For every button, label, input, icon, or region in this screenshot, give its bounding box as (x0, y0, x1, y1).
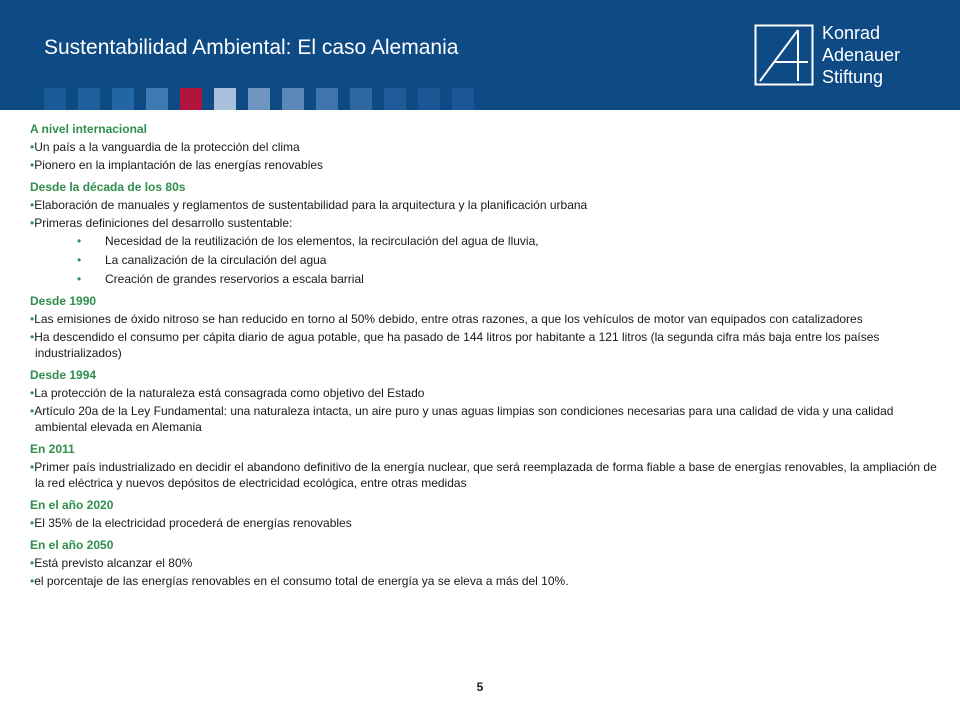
content-section (30, 497, 940, 531)
bullet-text: La protección de la naturaleza está consagrada como objetivo del Estado (34, 386, 425, 400)
decorative-square (180, 88, 202, 110)
bullet-item (30, 555, 940, 571)
decorative-square (248, 88, 270, 110)
kas-logo-wordmark (822, 22, 900, 88)
bullet-item (30, 403, 940, 435)
decorative-square (384, 88, 406, 110)
sub-bullet-text: Creación de grandes reservorios a escala barrial (105, 272, 364, 286)
bullet-icon: • (30, 404, 35, 418)
slide-header (0, 0, 960, 110)
bullet-text: Un país a la vanguardia de la protección del clima (34, 140, 300, 154)
bullet-icon: • (30, 140, 35, 154)
bullet-icon: • (30, 216, 35, 230)
sub-bullet-item (30, 233, 940, 249)
bullet-item (30, 329, 940, 361)
decorative-square (282, 88, 304, 110)
bullet-item (30, 139, 940, 155)
decorative-square (112, 88, 134, 110)
sub-bullet-item (30, 252, 940, 268)
bullet-item (30, 385, 940, 401)
bullet-item (30, 157, 940, 173)
section-heading: Desde 1994 (30, 368, 97, 382)
bullet-item (30, 459, 940, 491)
bullet-text: Primeras definiciones del desarrollo sustentable: (34, 216, 293, 230)
decorative-square (350, 88, 372, 110)
sub-bullet-item (30, 271, 940, 287)
bullet-text: Elaboración de manuales y reglamentos de sustentabilidad para la arquitectura y la planificación urbana (34, 198, 588, 212)
section-heading: En el año 2020 (30, 498, 114, 512)
section-heading: Desde la década de los 80s (30, 180, 186, 194)
decorative-square (452, 88, 474, 110)
bullet-item (30, 515, 940, 531)
bullet-text: Primer país industrializado en decidir el abandono definitivo de la energía nuclear, que será reemplazada de forma fiable a base de energías renovables, la ampliación de la red eléctrica y nuevos depósitos de electricidad ecológica, entre otras medidas (34, 460, 937, 490)
bullet-icon: • (30, 556, 35, 570)
page-number: 5 (476, 680, 484, 694)
content-section (30, 367, 940, 435)
sub-bullet-icon: • (77, 272, 82, 286)
logo-line-adenauer: Adenauer (822, 45, 901, 65)
content-section (30, 441, 940, 491)
bullet-icon: • (30, 198, 35, 212)
content-section (30, 179, 940, 287)
bullet-text: El 35% de la electricidad procederá de energías renovables (34, 516, 352, 530)
bullet-text: Pionero en la implantación de las energías renovables (34, 158, 324, 172)
sub-bullet-icon: • (77, 234, 82, 248)
bullet-icon: • (30, 460, 35, 474)
section-heading: A nivel internacional (30, 122, 147, 136)
kas-logo-icon (754, 24, 814, 86)
sub-bullet-text: Necesidad de la reutilización de los elementos, la recirculación del agua de lluvia, (105, 234, 539, 248)
content-section (30, 121, 940, 173)
decorative-square (44, 88, 66, 110)
bullet-item (30, 215, 940, 231)
slide-title: Sustentabilidad Ambiental: El caso Alemania (44, 36, 459, 59)
section-heading: Desde 1990 (30, 294, 97, 308)
content-section (30, 537, 940, 589)
bullet-icon: • (30, 312, 35, 326)
bullet-text: Artículo 20a de la Ley Fundamental: una naturaleza intacta, un aire puro y unas aguas limpias son condiciones necesarias para una calidad de vida y una calidad ambiental elevada en Alemania (34, 404, 894, 434)
content-section (30, 293, 940, 361)
decorative-square (78, 88, 100, 110)
bullet-item (30, 197, 940, 213)
decorative-square (418, 88, 440, 110)
bullet-text: Las emisiones de óxido nitroso se han reducido en torno al 50% debido, entre otras razones, a que los vehículos de motor van equipados con catalizadores (34, 312, 863, 326)
decorative-square (316, 88, 338, 110)
bullet-text: Está previsto alcanzar el 80% (34, 556, 193, 570)
bullet-icon: • (30, 516, 35, 530)
bullet-text: Ha descendido el consumo per cápita diario de agua potable, que ha pasado de 144 litros por habitante a 121 litros (la segunda cifra más baja entre los países industrializados) (34, 330, 880, 360)
logo-line-stiftung: Stiftung (822, 67, 884, 87)
section-heading: En el año 2050 (30, 538, 114, 552)
bullet-icon: • (30, 330, 35, 344)
bullet-icon: • (30, 574, 35, 588)
section-heading: En 2011 (30, 442, 75, 456)
sub-bullet-text: La canalización de la circulación del agua (105, 253, 327, 267)
decorative-square (146, 88, 168, 110)
slide-body (30, 121, 940, 591)
bullet-icon: • (30, 386, 35, 400)
sub-bullet-icon: • (77, 253, 82, 267)
logo-line-konrad: Konrad (822, 23, 881, 43)
decorative-square (214, 88, 236, 110)
bullet-text: el porcentaje de las energías renovables en el consumo total de energía ya se eleva a más del 10%. (34, 574, 569, 588)
bullet-item (30, 573, 940, 589)
bullet-icon: • (30, 158, 35, 172)
bullet-item (30, 311, 940, 327)
